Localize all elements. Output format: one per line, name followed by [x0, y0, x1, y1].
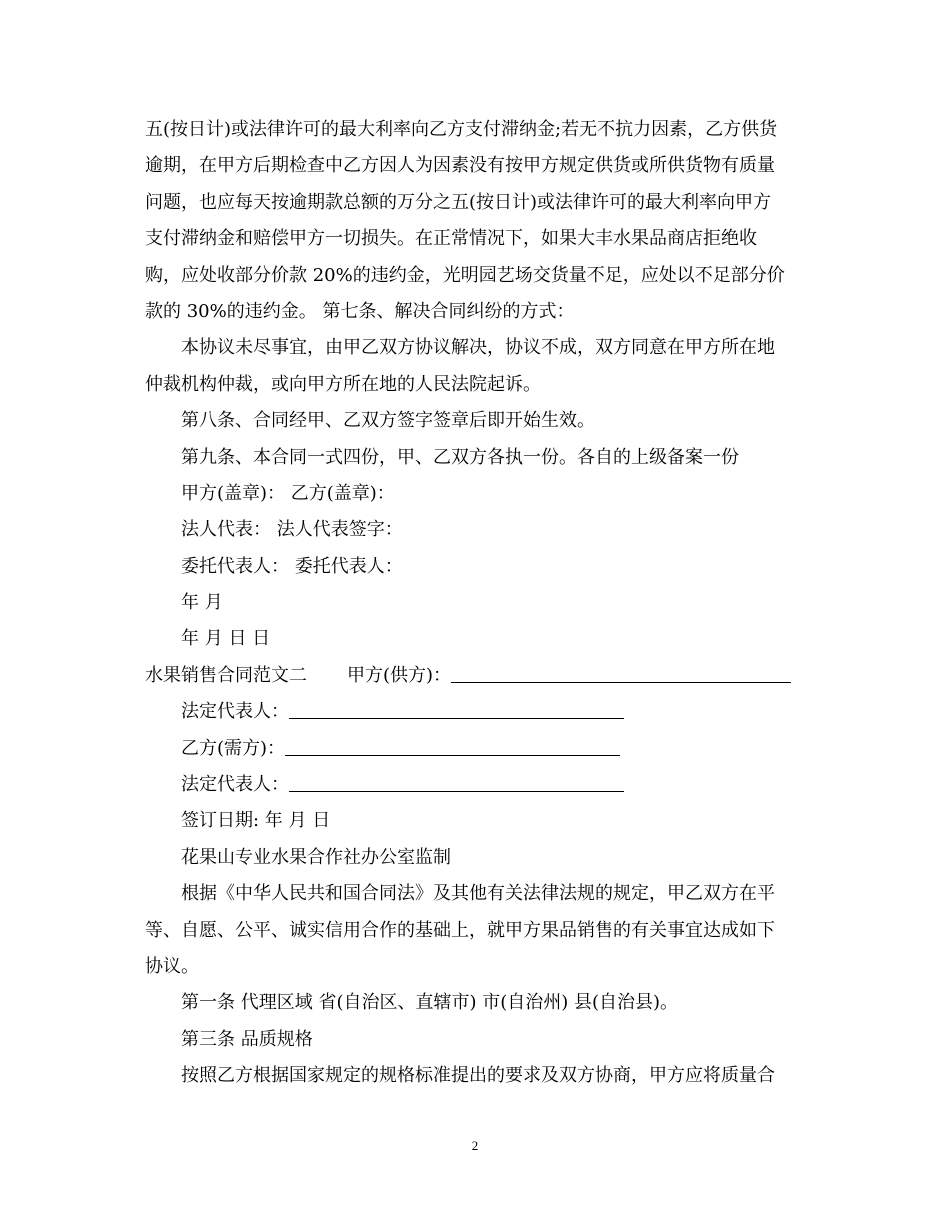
- authorized-representative-line: 委托代表人： 委托代表人：: [181, 555, 403, 577]
- paragraph-line: 支付滞纳金和赔偿甲方一切损失。在正常情况下，如果大丰水果品商店拒绝收: [145, 228, 757, 250]
- legal-representative-line: 法人代表： 法人代表签字：: [181, 519, 403, 541]
- signature-seal-line: 甲方(盖章)： 乙方(盖章)：: [181, 482, 395, 504]
- form-line: [145, 694, 805, 730]
- document-body: [145, 112, 805, 1095]
- date-line: 年 月 日 日: [181, 628, 271, 650]
- form-line: [145, 767, 805, 803]
- paragraph-line: 款的 30%的违约金。 第七条、解决合同纠纷的方式：: [145, 300, 575, 322]
- form-blank: [285, 735, 620, 756]
- article-one: 第一条 代理区域 省(自治区、直辖市) 市(自治州) 县(自治县)。: [181, 992, 679, 1014]
- article-nine: 第九条、本合同一式四份，甲、乙双方各执一份。各自的上级备案一份: [181, 446, 739, 468]
- signing-date-line: 签订日期: 年 月 日: [181, 810, 331, 832]
- party-a-blank: [451, 662, 791, 683]
- article-three: 第三条 品质规格: [181, 1028, 313, 1050]
- contract-title: 水果销售合同范文二: [145, 664, 307, 686]
- form-label: 乙方(需方)：: [181, 737, 286, 759]
- form-label: 法定代表人：: [181, 774, 289, 796]
- paragraph-line: 根据《中华人民共和国合同法》及其他有关法律法规的规定，甲乙双方在平: [181, 883, 775, 905]
- paragraph-line: 按照乙方根据国家规定的规格标准提出的要求及双方协商，甲方应将质量合: [181, 1065, 775, 1087]
- paragraph-line: 五(按日计)或法律许可的最大利率向乙方支付滞纳金;若无不抗力因素，乙方供货: [145, 119, 778, 140]
- paragraph-line: 本协议未尽事宜，由甲乙双方协议解决，协议不成，双方同意在甲方所在地: [181, 337, 775, 359]
- form-label: 法定代表人：: [181, 701, 289, 723]
- date-line: 年 月: [181, 592, 223, 614]
- page-number: 2: [471, 1138, 479, 1153]
- form-blank: [289, 771, 624, 792]
- contract-title-line: [145, 658, 805, 694]
- form-line: [145, 731, 805, 767]
- form-blank: [289, 698, 624, 719]
- paragraph-line: 购，应处收部分价款 20%的违约金，光明园艺场交货量不足，应处以不足部分价: [145, 264, 785, 286]
- paragraph-line: 问题，也应每天按逾期款总额的万分之五(按日计)或法律许可的最大利率向甲方: [145, 191, 772, 213]
- paragraph-line: 协议。: [145, 955, 199, 977]
- article-eight: 第八条、合同经甲、乙双方签字签章后即开始生效。: [181, 410, 595, 432]
- party-a-label: 甲方(供方)：: [347, 664, 452, 686]
- paragraph-line: 等、自愿、公平、诚实信用合作的基础上，就甲方果品销售的有关事宜达成如下: [145, 919, 775, 941]
- paragraph-line: 逾期，在甲方后期检查中乙方因人为因素没有按甲方规定供货或所供货物有质量: [145, 155, 775, 177]
- supervisor-line: 花果山专业水果合作社办公室监制: [181, 846, 451, 868]
- paragraph-line: 仲裁机构仲裁，或向甲方所在地的人民法院起诉。: [145, 373, 541, 395]
